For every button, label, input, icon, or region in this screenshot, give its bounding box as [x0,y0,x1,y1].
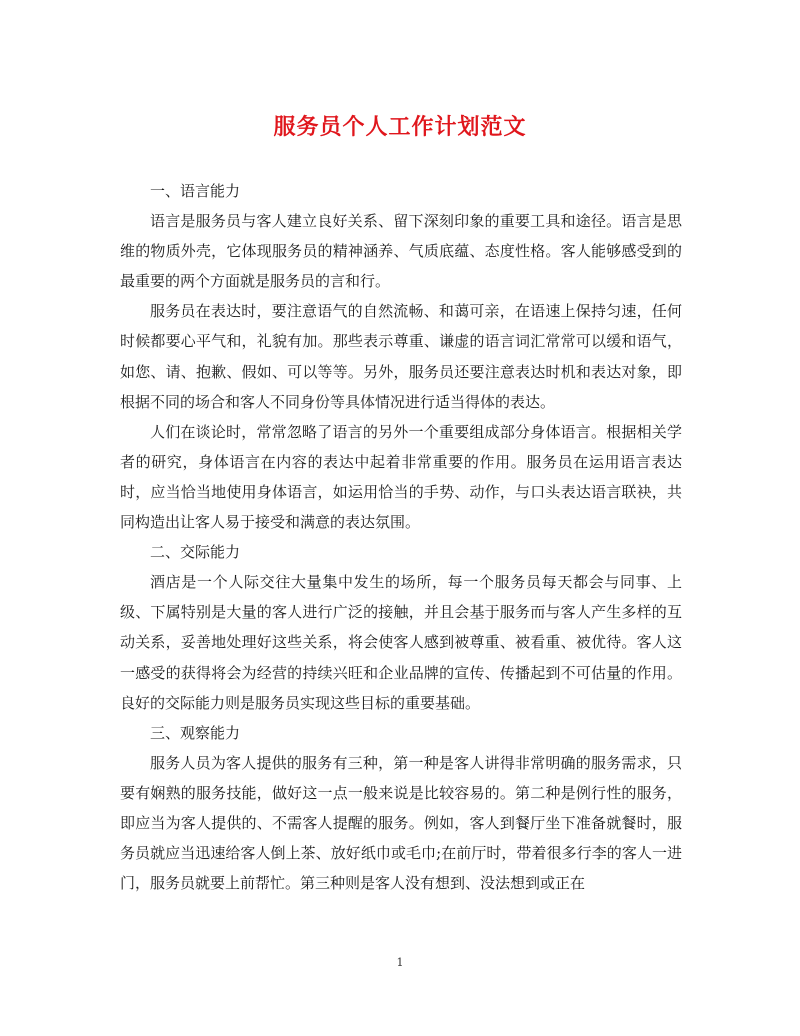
page-number: 1 [396,956,404,969]
paragraph: 服务人员为客人提供的服务有三种，第一种是客人讲得非常明确的服务需求，只要有娴熟的服务技能，做好这一点一般来说是比较容易的。第二种是例行性的服务，即应当为客人提供的、不需客人提醒的服务。例如，客人到餐厅坐下准备就餐时，服务员就应当迅速给客人倒上茶、放好纸巾或毛巾;在前厅时，带着很多行李的客人一进门，服务员就要上前帮忙。第三种则是客人没有想到、没法想到或正在 [120,753,682,893]
document-title: 服务员个人工作计划范文 [273,114,527,140]
paragraph: 语言是服务员与客人建立良好关系、留下深刻印象的重要工具和途径。语言是思维的物质外壳，它体现服务员的精神涵养、气质底蕴、态度性格。客人能够感受到的最重要的两个方面就是服务员的言和行。 [120,212,682,291]
paragraph: 服务员在表达时，要注意语气的自然流畅、和蔼可亲，在语速上保持匀速，任何时候都要心平气和，礼貌有加。那些表示尊重、谦虚的语言词汇常常可以缓和语气，如您、请、抱歉、假如、可以等等。另外，服务员还要注意表达时机和表达对象，即根据不同的场合和客人不同身份等具体情况进行适当得体的表达。 [120,302,682,411]
section-heading-communication: 二、交际能力 [150,543,241,562]
document-body [120,176,682,898]
paragraph: 酒店是一个人际交往大量集中发生的场所，每一个服务员每天都会与同事、上级、下属特别是大量的客人进行广泛的接触，并且会基于服务而与客人产生多样的互动关系，妥善地处理好这些关系，将会使客人感到被尊重、被看重、被优待。客人这一感受的获得将会为经营的持续兴旺和企业品牌的宣传、传播起到不可估量的作用。良好的交际能力则是服务员实现这些目标的重要基础。 [120,573,682,712]
section-heading-language: 一、语言能力 [150,182,241,200]
paragraph: 人们在谈论时，常常忽略了语言的另外一个重要组成部分身体语言。根据相关学者的研究，身体语言在内容的表达中起着非常重要的作用。服务员在运用语言表达时，应当恰当地使用身体语言，如运用恰当的手势、动作，与口头表达语言联袂，共同构造出让客人易于接受和满意的表达氛围。 [120,422,682,532]
section-heading-observation: 三、观察能力 [150,723,241,742]
